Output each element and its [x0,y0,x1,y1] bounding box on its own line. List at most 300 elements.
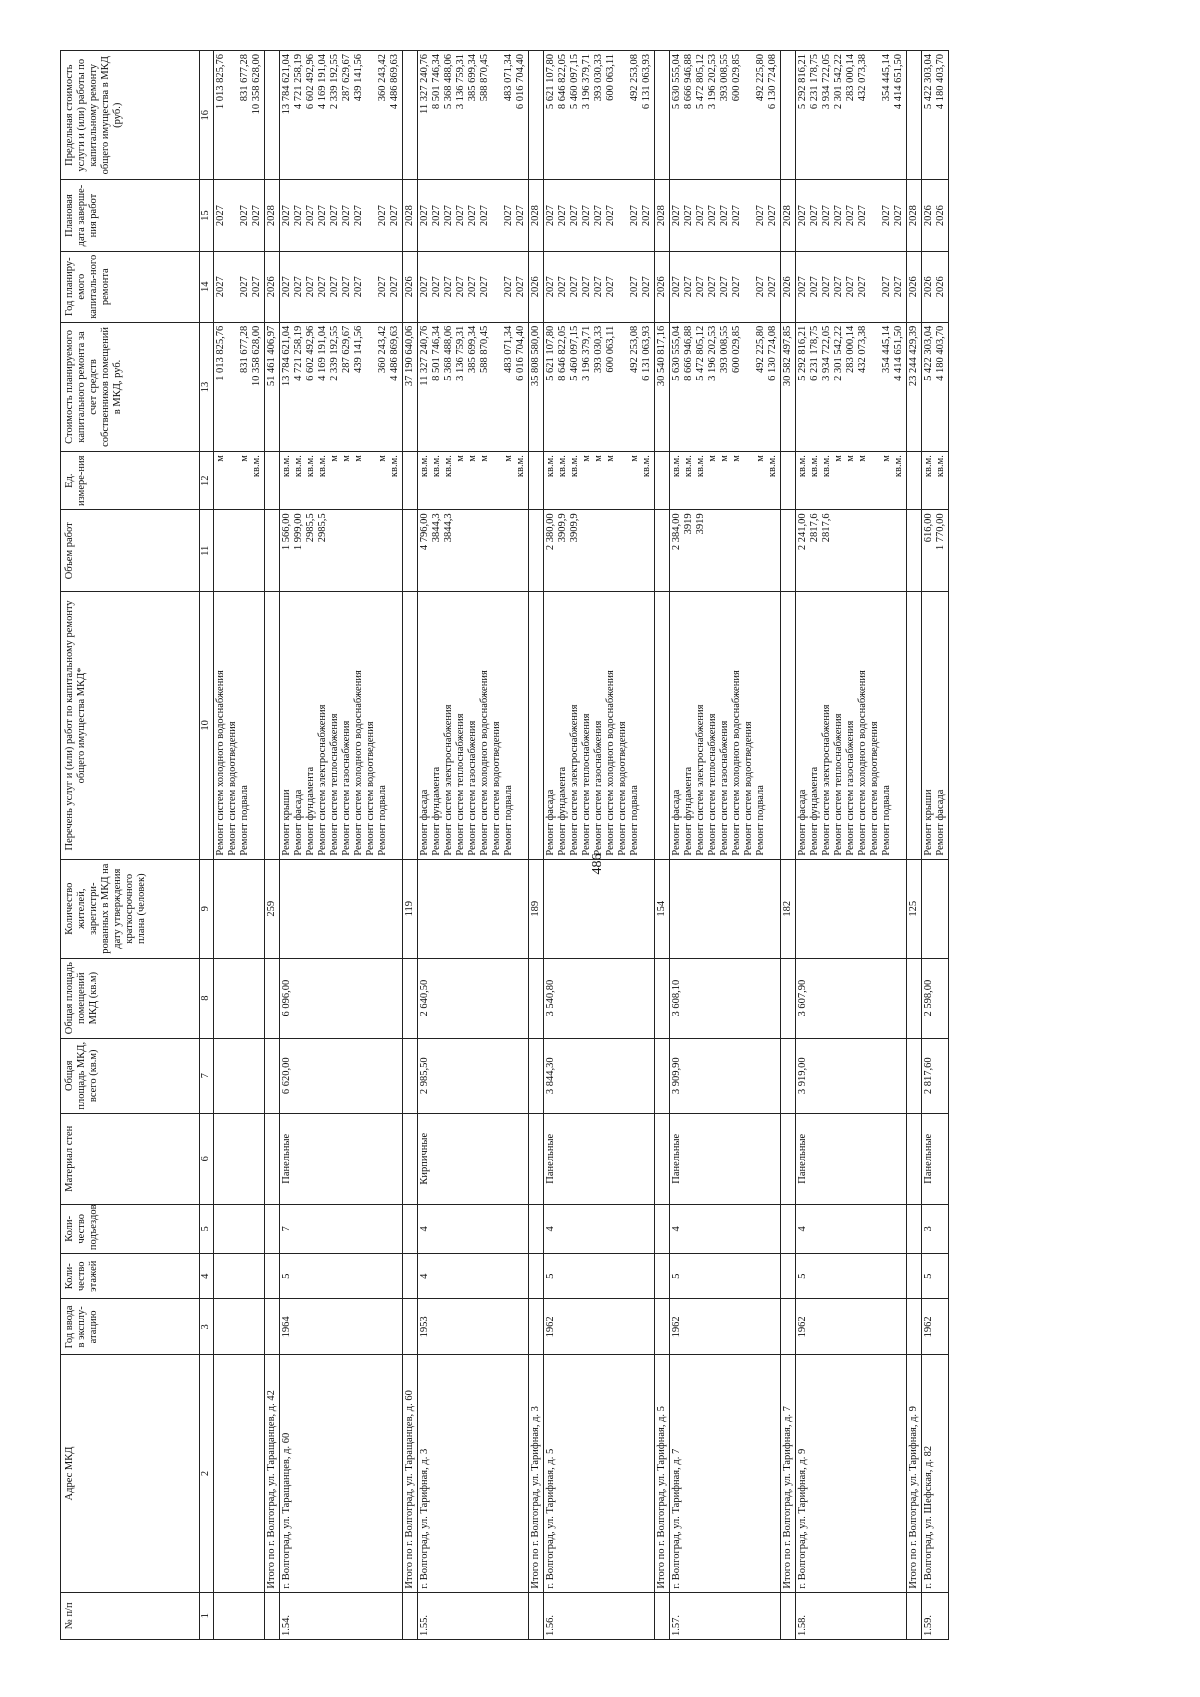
cell-col-7 [265,1038,280,1113]
cell-col-13 [214,322,265,451]
cell-col-5 [265,1204,280,1254]
cell-col-16 [280,51,403,180]
cell-col-16 [670,51,781,180]
column-number: 15 [200,180,214,251]
cell-col-13 [922,322,949,451]
work-unit: м [581,455,592,462]
work-name: Ремонт систем водоотведения [491,721,502,856]
work-name: Ремонт систем газоснабжения [845,720,856,856]
column-number: 8 [200,958,214,1038]
work-year: 2027 [293,276,304,298]
work-end-year: 2027 [293,205,304,227]
cell-col-8 [214,958,265,1038]
cell-col-14 [907,251,922,322]
spacer [869,183,881,247]
cell-col-12 [403,452,418,510]
work-year: 2027 [641,276,652,298]
work-cost: 600 063,11 [605,325,616,373]
cell-col-3 [265,1299,280,1355]
cell-col-11 [418,510,529,592]
work-end-year: 2027 [239,205,250,227]
work-unit: кв.м. [935,455,946,478]
spacer [491,255,503,319]
cell-col-8 [280,958,403,1038]
total-end-year: 2028 [530,205,541,227]
work-unit: кв.м. [695,455,706,478]
cell-col-9 [403,859,418,958]
work-cost: 287 629,67 [341,325,352,374]
work-volume [329,513,341,588]
cell-col-15 [907,180,922,251]
cell-col-13 [280,322,403,451]
work-name: Ремонт подвала [629,785,640,856]
work-name: Ремонт систем водоотведения [365,721,376,856]
house-row [214,51,265,1640]
total-row [781,51,796,1640]
cell-col-7 [907,1038,922,1113]
work-name: Ремонт систем теплоснабжения [329,713,340,856]
wall-material: Кирпичные [419,1132,430,1185]
work-end-year: 2027 [503,205,514,227]
work-limit-cost: 432 073,38 [857,54,868,102]
cell-col-12 [265,452,280,510]
work-limit-cost: 4 414 651,50 [893,54,904,110]
cell-col-2 [529,1355,544,1592]
work-cost: 5 621 107,80 [545,325,556,381]
work-year: 2027 [215,276,226,298]
total-area: 3 909,90 [671,1057,682,1095]
work-end-year: 2026 [923,205,934,227]
spacer [617,255,629,319]
residents-count: 119 [404,901,415,917]
work-year: 2027 [731,276,742,298]
cell-col-8 [403,958,418,1038]
work-name: Ремонт фундамента [683,766,694,856]
spacer [869,54,881,176]
work-volume: 3844,3 [431,513,442,543]
work-end-year: 2027 [641,205,652,227]
total-end-year: 2028 [266,205,277,227]
cell-col-14 [670,251,781,322]
cell-col-5 [403,1204,418,1254]
work-name: Ремонт систем газоснабжения [593,720,604,856]
premises-area: 6 096,00 [281,979,292,1017]
cell-col-5 [670,1204,781,1254]
work-unit: кв.м. [557,455,568,478]
spacer [365,455,377,506]
spacer [743,183,755,247]
work-name: Ремонт крыши [281,789,292,856]
total-row [403,51,418,1640]
work-unit: м [467,455,478,462]
year-built: 1953 [419,1316,430,1338]
work-volume [719,513,731,588]
work-unit: м [593,455,604,462]
cell-col-11 [907,510,922,592]
column-header: Перечень услуг и (или) работ по капитальному ремонту общего имущества МКД* [61,592,200,859]
cell-col-14 [781,251,796,322]
cell-col-8 [265,958,280,1038]
cell-col-9 [670,859,781,958]
cell-col-16 [418,51,529,180]
work-unit: кв.м. [767,455,778,478]
work-end-year: 2027 [569,205,580,227]
work-limit-cost: 2 339 192,55 [329,54,340,110]
total-repair-year: 2026 [404,276,415,298]
cell-col-11 [544,510,655,592]
work-volume [341,513,353,588]
cell-col-1 [529,1592,544,1639]
cell-col-4 [907,1254,922,1299]
total-repair-year: 2026 [656,276,667,298]
work-limit-cost: 13 784 621,04 [281,54,292,115]
spacer [491,455,503,506]
work-cost: 831 677,28 [239,325,250,374]
cell-col-15 [529,180,544,251]
spacer [491,326,503,448]
work-unit: м [329,455,340,462]
work-unit: кв.м. [515,455,526,478]
row-number: 1.57. [671,1615,682,1636]
cell-col-3 [280,1299,403,1355]
work-cost: 439 141,56 [353,325,364,374]
column-header: Материал стен [61,1113,200,1204]
work-volume [251,513,263,588]
cell-col-6 [265,1113,280,1204]
cell-col-9 [655,859,670,958]
column-number: 1 [200,1592,214,1639]
work-name: Ремонт фасада [671,789,682,856]
work-year: 2027 [329,276,340,298]
work-unit: м [377,455,388,462]
work-name: Ремонт систем водоотведения [743,721,754,856]
work-name: Ремонт фасада [419,789,430,856]
work-end-year: 2027 [821,205,832,227]
work-cost: 5 472 805,12 [695,325,706,381]
work-name: Ремонт систем теплоснабжения [581,713,592,856]
house-address: г. Волгоград, ул. Таращанцев, д. 60 [281,1432,292,1589]
work-year: 2027 [683,276,694,298]
house-row [670,51,781,1640]
spacer [365,255,377,319]
cell-col-12 [922,452,949,510]
work-year: 2027 [629,276,640,298]
cell-col-7 [214,1038,265,1113]
total-repair-year: 2026 [266,276,277,298]
work-volume [455,513,467,588]
cell-col-3 [214,1299,265,1355]
work-year: 2027 [545,276,556,298]
work-unit: кв.м. [317,455,328,478]
spacer [869,513,881,588]
cell-col-1 [922,1592,949,1639]
work-name: Ремонт систем газоснабжения [467,720,478,856]
work-end-year: 2026 [935,205,946,227]
cell-col-3 [796,1299,907,1355]
work-unit: кв.м. [419,455,430,478]
work-limit-cost: 5 460 097,15 [569,54,580,110]
work-limit-cost: 5 422 303,04 [923,54,934,110]
column-header: Плановая дата заверше-ния работ [61,180,200,251]
column-number: 2 [200,1355,214,1592]
total-label: Итого по г. Волгоград, ул. Таращанцев, д. 42 [266,1390,277,1589]
work-cost: 3 196 202,53 [707,325,718,381]
cell-col-14 [796,251,907,322]
total-label: Итого по г. Волгоград, ул. Тарифная, д. 7 [782,1406,793,1589]
work-name: Ремонт крыши [923,789,934,856]
row-number: 1.55. [419,1615,430,1636]
cell-col-12 [781,452,796,510]
residents-count: 182 [782,900,793,917]
work-cost: 8 666 946,88 [683,325,694,381]
work-year: 2027 [443,276,454,298]
work-limit-cost: 831 677,28 [239,54,250,102]
work-volume [479,513,491,588]
cell-col-4 [418,1254,529,1299]
spacer [227,513,239,588]
rotated-table-container [60,50,1185,1640]
premises-area: 2 598,00 [923,979,934,1017]
cell-col-10 [403,592,418,859]
cell-col-1 [655,1592,670,1639]
page-number: 486 [590,853,605,875]
cell-col-2 [670,1355,781,1592]
work-cost: 6 602 492,96 [305,325,316,381]
cell-col-6 [781,1113,796,1204]
column-number: 6 [200,1113,214,1204]
work-unit: м [479,455,490,462]
work-year: 2027 [569,276,580,298]
cell-col-8 [544,958,655,1038]
work-unit: м [731,455,742,462]
row-number: 1.56. [545,1615,556,1636]
work-limit-cost: 588 870,45 [479,54,490,102]
column-number: 11 [200,510,214,592]
cell-col-5 [214,1204,265,1254]
work-end-year: 2027 [215,205,226,227]
work-cost: 8 646 822,05 [557,325,568,381]
work-cost: 5 460 097,15 [569,325,580,381]
cell-col-10 [922,592,949,859]
work-limit-cost: 5 621 107,80 [545,54,556,110]
cell-col-8 [529,958,544,1038]
cell-col-9 [907,859,922,958]
cell-col-7 [418,1038,529,1113]
total-area: 3 919,00 [797,1057,808,1095]
work-volume: 2 241,00 [797,513,808,551]
work-unit: кв.м. [797,455,808,478]
cell-col-5 [544,1204,655,1254]
work-name: Ремонт подвала [755,785,766,856]
floors-count: 5 [671,1273,682,1279]
work-end-year: 2027 [329,205,340,227]
work-end-year: 2027 [389,205,400,227]
work-volume: 2 380,00 [545,513,556,551]
work-limit-cost: 600 029,85 [731,54,742,102]
work-year: 2027 [755,276,766,298]
work-end-year: 2027 [353,205,364,227]
cell-col-4 [655,1254,670,1299]
work-end-year: 2027 [305,205,316,227]
cell-col-8 [781,958,796,1038]
work-unit: кв.м. [389,455,400,478]
total-cost: 30 582 497,85 [782,325,793,387]
work-unit: кв.м. [893,455,904,478]
work-limit-cost: 8 501 746,34 [431,54,442,110]
total-row [655,51,670,1640]
work-limit-cost: 5 630 555,04 [671,54,682,110]
wall-material: Панельные [671,1133,682,1184]
year-built: 1962 [923,1316,934,1338]
work-unit: м [719,455,730,462]
work-limit-cost: 11 327 240,76 [419,54,430,114]
cell-col-15 [214,180,265,251]
work-cost: 483 071,34 [503,325,514,374]
work-year: 2027 [671,276,682,298]
column-header: № п/п [61,1592,200,1639]
cell-col-12 [907,452,922,510]
floors-count: 5 [797,1273,808,1279]
cell-col-2 [922,1355,949,1592]
year-built: 1962 [671,1316,682,1338]
total-end-year: 2028 [656,205,667,227]
cell-col-11 [529,510,544,592]
cell-col-1 [796,1592,907,1639]
cell-col-4 [529,1254,544,1299]
cell-col-8 [655,958,670,1038]
work-year: 2027 [305,276,316,298]
cell-col-7 [544,1038,655,1113]
house-address: г. Волгоград, ул. Шефская, д. 82 [923,1445,934,1589]
cell-col-10 [670,592,781,859]
work-limit-cost: 283 000,14 [845,54,856,102]
spacer [617,513,629,588]
work-cost: 2 301 542,22 [833,325,844,381]
work-name: Ремонт систем водоотведения [869,721,880,856]
cell-col-12 [796,452,907,510]
work-end-year: 2027 [683,205,694,227]
cell-col-13 [655,322,670,451]
work-end-year: 2027 [557,205,568,227]
cell-col-16 [796,51,907,180]
total-label: Итого по г. Волгоград, ул. Тарифная, д. 5 [656,1406,667,1589]
cell-col-13 [907,322,922,451]
work-year: 2027 [239,276,250,298]
work-limit-cost: 287 629,67 [341,54,352,102]
work-cost: 6 130 724,08 [767,325,778,381]
cell-col-12 [529,452,544,510]
total-row [907,51,922,1640]
cell-col-16 [781,51,796,180]
work-limit-cost: 6 231 178,75 [809,54,820,110]
work-end-year: 2027 [731,205,742,227]
work-year: 2027 [353,276,364,298]
work-year: 2027 [557,276,568,298]
work-volume: 2985,5 [317,513,328,543]
work-name: Ремонт фундамента [431,766,442,856]
cell-col-4 [670,1254,781,1299]
work-year: 2026 [935,276,946,298]
work-limit-cost: 2 301 542,22 [833,54,844,110]
cell-col-9 [781,859,796,958]
cell-col-13 [418,322,529,451]
work-name: Ремонт фасада [797,789,808,856]
work-cost: 4 486 869,63 [389,325,400,381]
work-volume: 3844,3 [443,513,454,543]
work-end-year: 2027 [545,205,556,227]
year-built: 1964 [281,1316,292,1338]
work-limit-cost: 3 934 722,05 [821,54,832,110]
total-cost: 30 540 817,16 [656,325,667,387]
cell-col-11 [265,510,280,592]
entrances-count: 4 [545,1226,556,1232]
work-name: Ремонт систем электроснабжения [695,704,706,856]
work-volume [707,513,719,588]
total-cost: 51 461 406,97 [266,325,277,387]
cell-col-6 [280,1113,403,1204]
premises-area: 3 607,90 [797,979,808,1017]
column-header: Год ввода в эксплу-атацию [61,1299,200,1355]
cell-col-7 [922,1038,949,1113]
spacer [227,54,239,176]
total-cost: 37 190 640,06 [404,325,415,387]
column-header: Адрес МКД [61,1355,200,1592]
cell-col-7 [403,1038,418,1113]
year-built: 1962 [545,1316,556,1338]
work-name: Ремонт систем электроснабжения [317,704,328,856]
total-cost: 23 244 429,39 [908,325,919,387]
cell-col-4 [403,1254,418,1299]
column-number: 12 [200,452,214,510]
entrances-count: 4 [797,1226,808,1232]
spacer [491,183,503,247]
work-cost: 283 000,14 [845,325,856,374]
work-unit: кв.м. [923,455,934,478]
house-row [544,51,655,1640]
cell-col-15 [403,180,418,251]
work-cost: 600 029,85 [731,325,742,374]
work-end-year: 2027 [317,205,328,227]
work-limit-cost: 8 666 946,88 [683,54,694,110]
spacer [365,54,377,176]
residents-count: 259 [266,900,277,917]
work-year: 2027 [809,276,820,298]
work-volume: 3919 [695,513,706,535]
column-header: Стоимость планируемого капитального ремонта за счет средств собственников помещений в МКД, руб. [61,322,200,451]
work-limit-cost: 3 196 379,71 [581,54,592,110]
cell-col-12 [418,452,529,510]
cell-col-1 [907,1592,922,1639]
work-year: 2027 [707,276,718,298]
work-year: 2027 [479,276,490,298]
spacer [743,255,755,319]
work-year: 2027 [341,276,352,298]
cell-col-13 [781,322,796,451]
work-cost: 10 358 628,00 [251,325,262,387]
work-end-year: 2027 [341,205,352,227]
work-unit: м [707,455,718,462]
spacer [617,54,629,176]
cell-col-9 [214,859,265,958]
work-year: 2027 [467,276,478,298]
column-number: 10 [200,592,214,859]
work-name: Ремонт систем водоотведения [617,721,628,856]
work-cost: 3 136 759,31 [455,325,466,381]
work-name: Ремонт систем теплоснабжения [707,713,718,856]
column-header: Общая площадь помещений МКД (кв.м) [61,958,200,1038]
cell-col-14 [403,251,418,322]
work-name: Ремонт систем газоснабжения [719,720,730,856]
